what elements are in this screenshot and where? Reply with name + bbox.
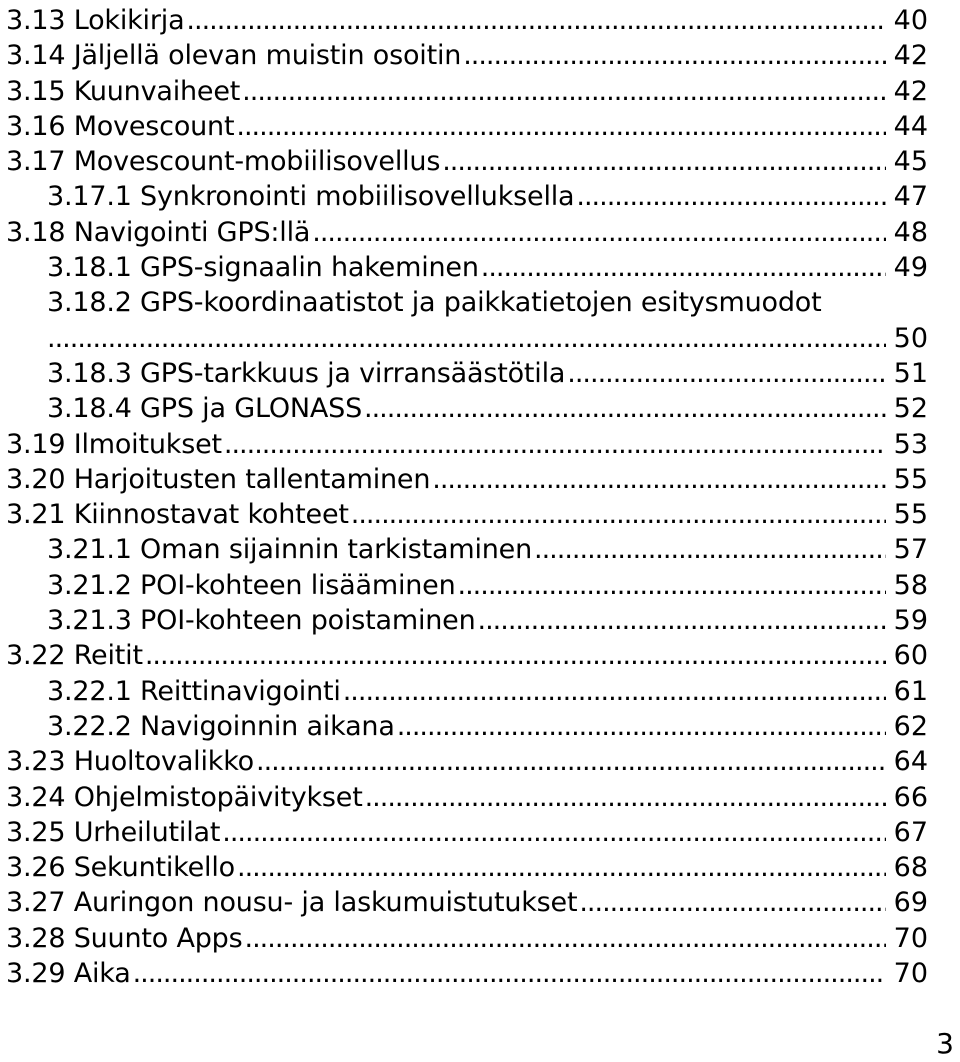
toc-entry-page: 58 <box>893 569 928 601</box>
toc-leader-dots <box>579 885 886 920</box>
toc-entry-page: 59 <box>893 605 928 637</box>
toc-leader-dots <box>432 462 886 497</box>
toc-leader-dots <box>312 215 886 250</box>
toc-leader-dots <box>186 3 886 38</box>
toc-entry[interactable] <box>6 532 928 567</box>
toc-entry[interactable] <box>6 356 928 391</box>
toc-leader-dots <box>478 603 886 638</box>
toc-leader-dots <box>242 74 886 109</box>
toc-entry-title: 3.18.2 GPS-koordinaatistot ja paikkatietojen esitysmuodot <box>47 287 822 319</box>
toc-entry-title: 3.23 Huoltovalikko <box>6 746 254 778</box>
toc-entry-title: 3.25 Urheilutilat <box>6 816 221 848</box>
toc-entry[interactable] <box>6 497 928 532</box>
toc-entry-page: 44 <box>893 110 928 142</box>
toc-entry-title: 3.24 Ohjelmistopäivitykset <box>6 781 363 813</box>
toc-entry-page: 52 <box>893 393 928 425</box>
toc-leader-dots <box>222 815 886 850</box>
toc-entry[interactable] <box>6 391 928 426</box>
toc-entry[interactable] <box>6 780 928 815</box>
toc-entry-page: 60 <box>893 640 928 672</box>
toc-entry[interactable] <box>6 109 928 144</box>
toc-entry-title: 3.22.2 Navigoinnin aikana <box>47 710 395 742</box>
toc-entry-title: 3.22.1 Reittinavigointi <box>47 675 341 707</box>
toc-entry-page: 69 <box>893 887 928 919</box>
toc-entry[interactable] <box>6 956 928 991</box>
toc-leader-dots <box>145 638 886 673</box>
toc-entry-page: 53 <box>893 428 928 460</box>
toc-entry-page: 57 <box>893 534 928 566</box>
toc-entry[interactable] <box>6 744 928 779</box>
toc-leader-dots <box>133 956 886 991</box>
toc-leader-dots <box>463 38 886 73</box>
toc-entry-title: 3.29 Aika <box>6 958 131 990</box>
toc-entry[interactable] <box>6 144 928 179</box>
toc-entry[interactable] <box>6 603 928 638</box>
toc-leader-dots <box>364 391 886 426</box>
toc-entry-page: 67 <box>893 816 928 848</box>
toc-entry[interactable] <box>6 74 928 109</box>
toc-entry[interactable] <box>6 638 928 673</box>
toc-entry-page: 68 <box>893 852 928 884</box>
toc-leader-dots <box>397 709 886 744</box>
toc-entry-page: 47 <box>893 181 928 213</box>
toc-entry-page: 55 <box>893 463 928 495</box>
toc-entry-title: 3.26 Sekuntikello <box>6 852 235 884</box>
toc-entry-continuation[interactable] <box>6 321 928 356</box>
toc-entry-page: 48 <box>893 216 928 248</box>
toc-entry-title: 3.28 Suunto Apps <box>6 922 243 954</box>
toc-entry-page: 61 <box>893 675 928 707</box>
toc-entry[interactable] <box>6 885 928 920</box>
toc-entry-page: 42 <box>893 75 928 107</box>
toc-entry-title: 3.17.1 Synkronointi mobiilisovelluksella <box>47 181 575 213</box>
toc-entry-page: 51 <box>893 357 928 389</box>
toc-entry-page: 49 <box>893 252 928 284</box>
toc-entry[interactable] <box>6 462 928 497</box>
page-number: 3 <box>936 1027 954 1060</box>
toc-leader-dots <box>236 109 886 144</box>
toc-entry-page: 45 <box>893 146 928 178</box>
toc-entry-page: 42 <box>893 40 928 72</box>
toc-leader-dots <box>567 356 886 391</box>
toc-entry-title: 3.14 Jäljellä olevan muistin osoitin <box>6 40 462 72</box>
toc-entry[interactable] <box>6 815 928 850</box>
toc-leader-dots <box>224 427 886 462</box>
toc-entry-page: 50 <box>893 322 928 354</box>
toc-entry-page: 55 <box>893 499 928 531</box>
toc-entry[interactable] <box>6 427 928 462</box>
toc-entry[interactable] <box>6 285 928 320</box>
toc-entry-title: 3.17 Movescount-mobiilisovellus <box>6 146 441 178</box>
toc-entry[interactable] <box>6 3 928 38</box>
toc-entry[interactable] <box>6 674 928 709</box>
toc-entry-title: 3.21.3 POI-kohteen poistaminen <box>47 605 476 637</box>
toc-entry-title: 3.18.4 GPS ja GLONASS <box>47 393 363 425</box>
toc-entry-title: 3.19 Ilmoitukset <box>6 428 222 460</box>
toc-entry-page: 70 <box>893 958 928 990</box>
toc-leader-dots <box>343 674 886 709</box>
toc-entry-title: 3.21.2 POI-kohteen lisääminen <box>47 569 456 601</box>
toc-entry[interactable] <box>6 38 928 73</box>
toc-leader-dots <box>47 321 886 356</box>
toc-entry-title: 3.18 Navigointi GPS:llä <box>6 216 311 248</box>
toc-entry[interactable] <box>6 215 928 250</box>
toc-entry-title: 3.13 Lokikirja <box>6 5 185 36</box>
toc-entry-title: 3.20 Harjoitusten tallentaminen <box>6 463 431 495</box>
toc-leader-dots <box>237 850 886 885</box>
toc-entry[interactable] <box>6 250 928 285</box>
toc-entry-title: 3.22 Reitit <box>6 640 143 672</box>
toc-entry-page: 62 <box>893 710 928 742</box>
toc-entry-page: 40 <box>893 5 928 36</box>
toc-entry[interactable] <box>6 568 928 603</box>
toc-entry-title: 3.27 Auringon nousu- ja laskumuistutukset <box>6 887 578 919</box>
toc-leader-dots <box>576 179 886 214</box>
toc-entry-title: 3.21.1 Oman sijainnin tarkistaminen <box>47 534 532 566</box>
toc-entry[interactable] <box>6 850 928 885</box>
toc-entry-title: 3.18.3 GPS-tarkkuus ja virransäästötila <box>47 357 566 389</box>
toc-entry-page: 64 <box>893 746 928 778</box>
toc-leader-dots <box>256 744 886 779</box>
toc-leader-dots <box>351 497 886 532</box>
toc-leader-dots <box>481 250 886 285</box>
toc-leader-dots <box>442 144 886 179</box>
toc-entry[interactable] <box>6 709 928 744</box>
toc-entry-page: 66 <box>893 781 928 813</box>
toc-leader-dots <box>244 921 886 956</box>
toc-entry-title: 3.16 Movescount <box>6 110 235 142</box>
toc-leader-dots <box>534 532 886 567</box>
toc-entry-title: 3.15 Kuunvaiheet <box>6 75 241 107</box>
toc-entry[interactable] <box>6 921 928 956</box>
toc-entry[interactable] <box>6 179 928 214</box>
toc-entry-title: 3.21 Kiinnostavat kohteet <box>6 499 349 531</box>
toc-entry-title: 3.18.1 GPS-signaalin hakeminen <box>47 252 479 284</box>
toc-entry-page: 70 <box>893 922 928 954</box>
toc-leader-dots <box>365 780 886 815</box>
table-of-contents <box>6 3 928 991</box>
toc-leader-dots <box>458 568 886 603</box>
